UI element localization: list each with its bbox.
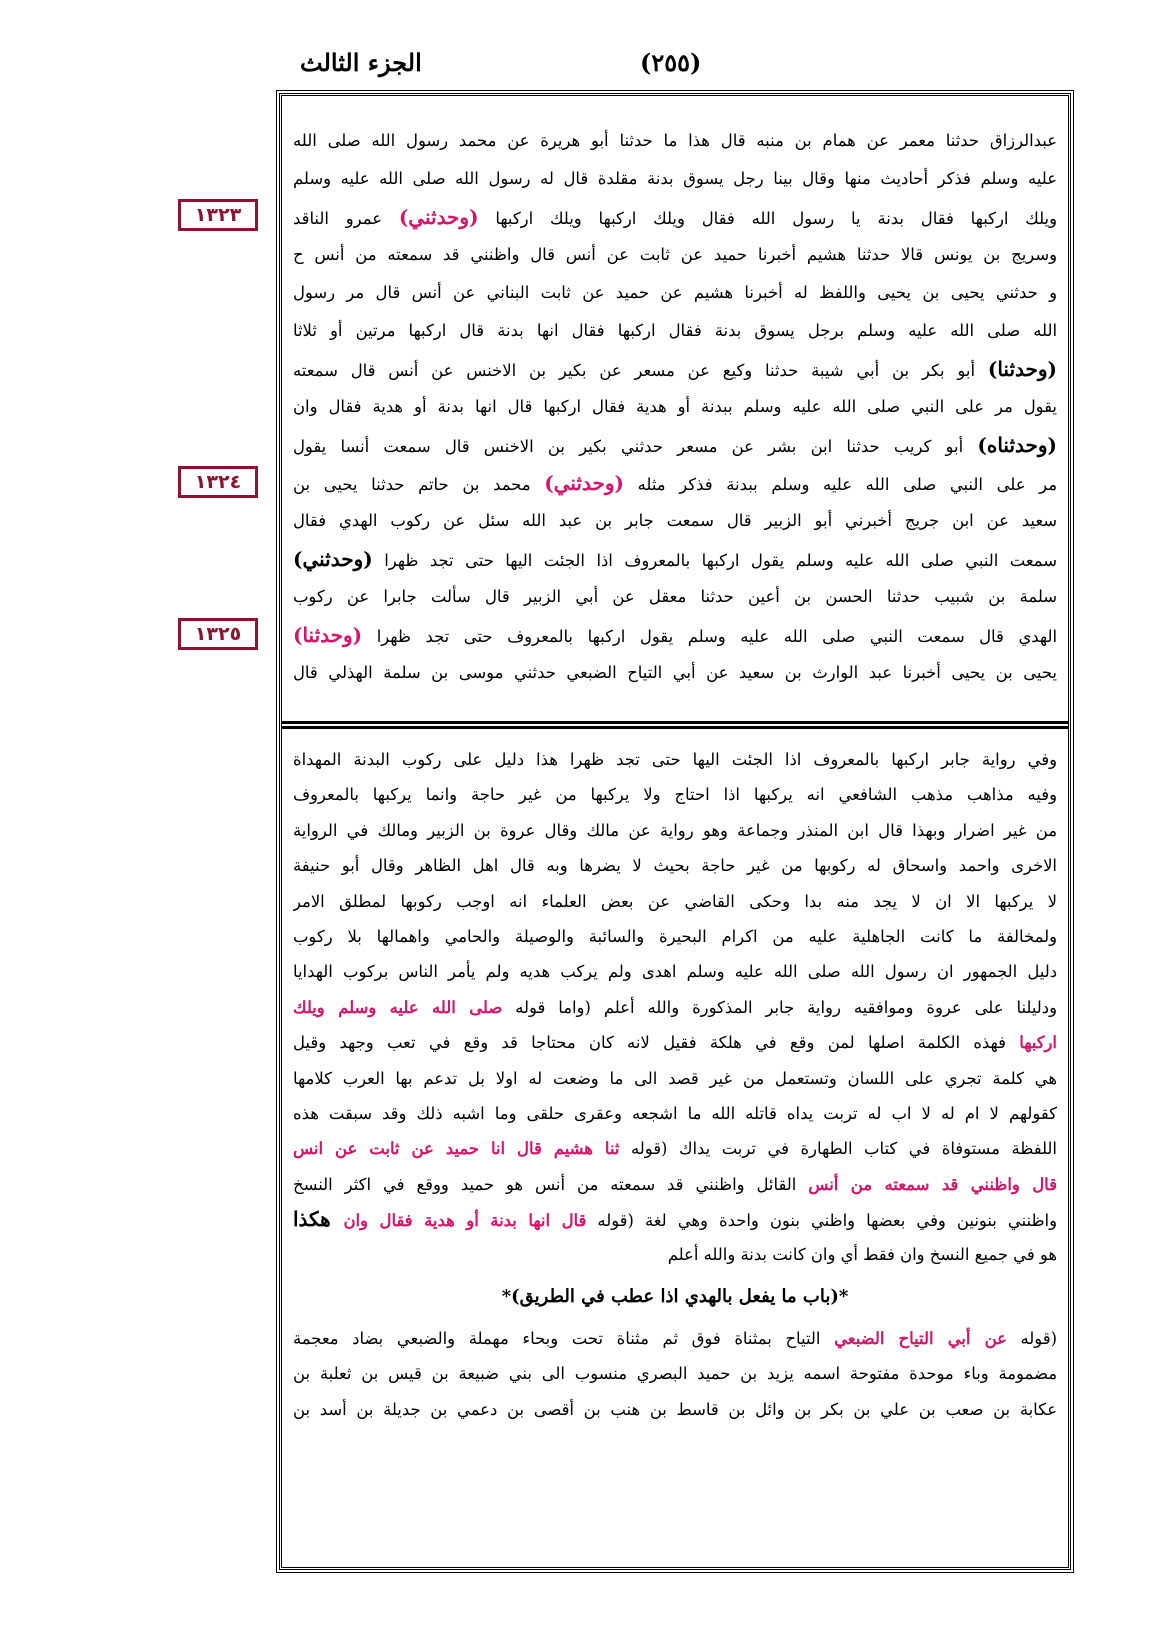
commentary-line <box>293 1167 1057 1202</box>
text-segment: (وحدثني) <box>293 547 373 571</box>
text-segment: هكذا <box>293 1207 344 1232</box>
highlighted-phrase: قال واظنني قد سمعته من أنس <box>808 1174 1057 1194</box>
chapter-heading <box>293 1273 1057 1321</box>
highlighted-phrase: (وحدثنا) <box>293 623 363 647</box>
text-segment: ويلك اركبها فقال بدنة يا رسول الله فقال ويلك اركبها ويلك اركبها <box>478 209 1057 228</box>
text-segment: كقولهم لا ام له لا اب له تربت يداه قاتله الله ما اشجعه وعقرى حلقى وما اشبه ذلك وقد سبقت هذه <box>293 1103 1057 1123</box>
text-segment: محمد بن حاتم حدثنا يحيى بن <box>293 475 545 494</box>
matn-text-block <box>293 122 1057 718</box>
matn-line <box>293 236 1057 274</box>
matn-line <box>293 654 1057 692</box>
text-segment: اللفظة مستوفاة في كتاب الطهارة في تربت يداك <box>667 1139 1057 1159</box>
text-segment: وفي رواية جابر اركبها بالمعروف اذا الجئت اليها حتى تجد ظهرا هذا دليل على ركوب البدنة المهداة <box>293 750 1057 769</box>
text-segment: (قوله <box>619 1139 668 1159</box>
commentary-line <box>293 848 1057 883</box>
text-segment: (قوله <box>1006 1328 1057 1348</box>
highlighted-phrase: اركبها <box>1019 1033 1057 1053</box>
text-segment: وفيه مذاهب مذهب الشافعي انه يركبها اذا احتاج ولا يركبها من غير حاجة وانما يركبها بالمعروف <box>293 785 1057 805</box>
commentary-line <box>293 919 1057 954</box>
highlighted-phrase: صلى الله عليه وسلم ويلك <box>293 997 503 1017</box>
text-segment: لا يركبها الا ان لا يجد منه بدا وحكى القاضي عن بعض العلماء انه اوجب ركوبها لمطلق الامر <box>293 891 1057 911</box>
text-segment: الله صلى الله عليه وسلم برجل يسوق بدنة فقال اركبها فقال انها بدنة قال اركبها مرتين أو ثلاثا <box>293 321 1057 340</box>
text-segment: ودليلنا على عروة وموافقيه رواية جابر المذكورة والله أعلم <box>590 997 1057 1017</box>
commentary-line <box>293 1356 1057 1391</box>
matn-line <box>293 502 1057 540</box>
commentary-line <box>293 990 1057 1025</box>
commentary-text-block <box>293 742 1057 1557</box>
text-segment: سمعت النبي صلى الله عليه وسلم يقول اركبها بالمعروف اذا الجئت اليها حتى تجد ظهرا <box>372 551 1057 570</box>
commentary-line <box>293 1392 1057 1427</box>
matn-line <box>293 464 1057 502</box>
text-segment: واظنني بنونين وفي بعضها واظني بنون واحدة وهي لغة <box>633 1211 1057 1231</box>
page-number: (٢٥٥) <box>640 48 702 77</box>
text-segment: و حدثني يحيى بن يحيى واللفظ له أخبرنا هشيم عن حميد عن ثابت البناني عن أنس قال مر رسول <box>293 283 1057 302</box>
text-segment: هي كلمة تجري على اللسان وتستعمل من غير قصد الى ما وضعت له اولا بل تدعم بها العرب كلامها <box>293 1068 1057 1088</box>
text-segment: سعيد عن ابن جريج أخبرني أبو الزبير قال سمعت جابر بن عبد الله سئل عن ركوب الهدي فقال <box>293 511 1057 530</box>
text-segment: ولمخالفة ما كانت الجاهلية عليه من اكرام البحيرة والسائبة والوصيلة والحامي واهمالها بلا ركوب <box>293 926 1057 946</box>
text-segment: مر على النبي صلى الله عليه وسلم ببدنة فذكر مثله <box>623 475 1057 494</box>
text-segment: يقول مر على النبي صلى الله عليه وسلم ببدنة أو هدية فقال اركبها قال انها بدنة أو هدية فقال وان <box>293 397 1057 416</box>
text-segment: (قوله <box>586 1211 634 1231</box>
hadith-number: ١٣٢٥ <box>178 618 258 650</box>
section-divider <box>282 721 1068 729</box>
matn-line <box>293 274 1057 312</box>
commentary-line <box>293 1096 1057 1131</box>
highlighted-phrase: (وحدثني) <box>544 471 624 495</box>
text-segment: أبو بكر بن أبي شيبة حدثنا وكيع عن مسعر عن بكير بن الاخنس عن أنس قال سمعته <box>293 361 988 380</box>
text-segment: سلمة بن شبيب حدثنا الحسن بن أعين حدثنا معقل عن أبي الزبير قال سألت جابرا عن ركوب <box>293 587 1057 606</box>
matn-line <box>293 122 1057 160</box>
text-segment: من غير اضرار وبهذا قال ابن المنذر وجماعة وهو رواية عن مالك وقال عروة بن الزبير ومالك في الرواية <box>293 820 1057 840</box>
matn-line <box>293 578 1057 616</box>
matn-line <box>293 160 1057 198</box>
matn-line <box>293 198 1057 236</box>
running-title: الجزء الثالث <box>300 48 422 77</box>
text-segment: دليل الجمهور ان رسول الله صلى الله عليه وسلم اهدى ولم يركب هديه ولم يأمر الناس بركوب الهدايا <box>293 962 1057 982</box>
commentary-line <box>293 1061 1057 1096</box>
commentary-line <box>293 813 1057 848</box>
text-segment: عبدالرزاق حدثنا معمر عن همام بن منبه قال هذا ما حدثنا أبو هريرة عن محمد رسول الله صلى الله <box>293 131 1057 150</box>
commentary-line <box>293 1321 1057 1356</box>
highlighted-phrase: (وحدثني) <box>398 205 479 229</box>
matn-line <box>293 350 1057 388</box>
commentary-line <box>293 1025 1057 1060</box>
commentary-line <box>293 1202 1057 1237</box>
hadith-number: ١٣٢٣ <box>178 199 258 231</box>
matn-line <box>293 540 1057 578</box>
hadith-number: ١٣٢٤ <box>178 466 258 498</box>
text-segment: التياح بمثناة فوق ثم مثناة تحت وبحاء مهملة والضبعي بضاد معجمة <box>293 1328 835 1348</box>
text-segment: الاخرى واحمد واسحاق له ركوبها من غير حاجة بحيث لا يضرها وبه قال اهل الظاهر وقال أبو حنيفة <box>293 856 1057 876</box>
text-segment: (واما قوله <box>502 997 591 1017</box>
text-segment: مضمومة وباء موحدة مفتوحة اسمه يزيد بن حميد البصري منسوب الى بني ضبيعة بن قيس بن ثعلبة بن <box>293 1364 1057 1384</box>
matn-line <box>293 388 1057 426</box>
commentary-line <box>293 884 1057 919</box>
commentary-line <box>293 742 1057 777</box>
text-segment: (وحدثناه) <box>977 433 1057 457</box>
text-segment: عليه وسلم فذكر أحاديث منها وقال بينا رجل يسوق بدنة مقلدة قال له رسول الله صلى الله عليه وسلم <box>293 169 1057 188</box>
text-segment: أبو كريب حدثنا ابن بشر عن مسعر حدثني بكير بن الاخنس قال سمعت أنسا يقول <box>293 437 978 456</box>
text-segment: عكابة بن صعب بن علي بن بكر بن وائل بن قاسط بن هنب بن أقصى بن دعمي بن جديلة بن أسد بن <box>293 1399 1057 1419</box>
matn-line <box>293 426 1057 464</box>
highlighted-phrase: ثنا هشيم قال انا حميد عن ثابت عن انس <box>293 1139 620 1159</box>
matn-line <box>293 312 1057 350</box>
commentary-line <box>293 1131 1057 1166</box>
text-segment: الهدي قال سمعت النبي صلى الله عليه وسلم يقول اركبها بالمعروف حتى تجد ظهرا <box>362 627 1057 646</box>
text-segment: القائل واظنني قد سمعته من أنس هو حميد ووقع في اكثر النسخ <box>293 1174 809 1194</box>
highlighted-phrase: عن أبي التياح الضبعي <box>834 1328 1007 1348</box>
commentary-line <box>293 954 1057 989</box>
commentary-line <box>293 1237 1057 1272</box>
text-segment: يحيى بن يحيى أخبرنا عبد الوارث بن سعيد عن أبي التياح الضبعي حدثني موسى بن سلمة الهذلي قال <box>293 663 1057 682</box>
text-segment: فهذه الكلمة اصلها لمن وقع في هلكة فقيل لانه كان محتاجا قد وقع في تعب وجهد وقيل <box>293 1033 1020 1053</box>
text-segment: عمرو الناقد <box>293 209 399 228</box>
matn-line <box>293 616 1057 654</box>
text-segment: *(باب ما يفعل بالهدي اذا عطب في الطريق)* <box>501 1285 849 1307</box>
commentary-line <box>293 777 1057 812</box>
highlighted-phrase: قال انها بدنة أو هدية فقال وان <box>343 1211 587 1231</box>
text-segment: هو في جميع النسخ وان فقط أي وان كانت بدنة والله أعلم <box>667 1245 1057 1265</box>
text-segment: (وحدثنا) <box>987 357 1057 381</box>
text-segment: وسريج بن يونس قالا حدثنا هشيم أخبرنا حميد عن ثابت عن أنس قال واظنني قد سمعته من أنس ح <box>293 245 1057 264</box>
